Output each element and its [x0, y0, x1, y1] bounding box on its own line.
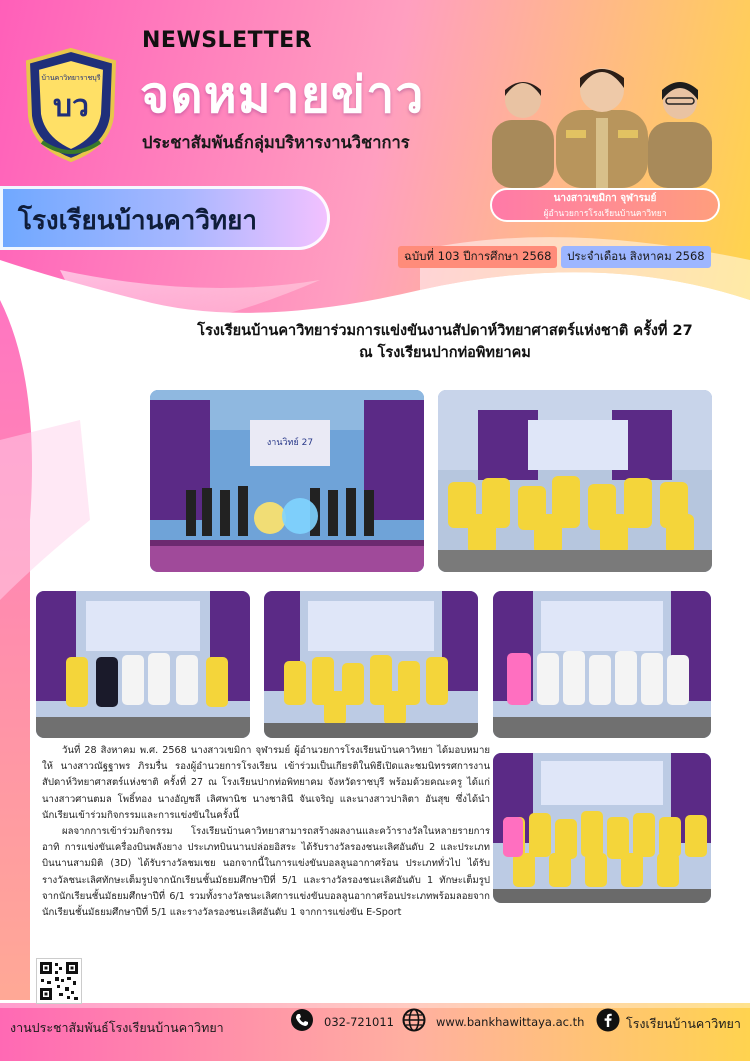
photo-group-yellow-1 — [438, 390, 712, 572]
headline-line-2: ณ โรงเรียนปากท่อพิทยาคม — [359, 345, 531, 361]
headline-line-1: โรงเรียนบ้านคาวิทยาร่วมการแข่งขันงานสัปดาห์วิทยาศาสตร์แห่งชาติ ครั้งที่ 27 — [197, 323, 693, 339]
page-subtitle: ประชาสัมพันธ์กลุ่มบริหารงานวิชาการ — [142, 133, 410, 152]
photo-opening-ceremony — [150, 390, 424, 572]
photo-awards-1 — [36, 591, 250, 738]
article-headline — [150, 320, 740, 364]
qr-code[interactable] — [36, 958, 82, 1004]
logo-initials: บว — [53, 89, 89, 124]
article-body — [42, 743, 490, 921]
photo-awards-2 — [493, 591, 711, 738]
footer-organization: งานประชาสัมพันธ์โรงเรียนบ้านคาวิทยา — [10, 1020, 224, 1035]
footer-website[interactable]: www.bankhawittaya.ac.th — [436, 1015, 585, 1029]
issue-number: ฉบับที่ 103 ปีการศึกษา 2568 — [398, 246, 557, 268]
director-portrait — [488, 60, 720, 188]
photo-group-yellow-2 — [264, 591, 478, 738]
issue-month: ประจำเดือน สิงหาคม 2568 — [561, 246, 711, 268]
logo-text: บ้านคาวิทยาราชบุรี — [41, 74, 101, 82]
director-title: ผู้อำนวยการโรงเรียนบ้านคาวิทยา — [543, 209, 667, 219]
page-title: จดหมายข่าว — [140, 66, 425, 124]
issue-info — [398, 246, 711, 268]
director-name: นางสาวเขมิกา จุฬารมย์ — [553, 193, 657, 204]
school-name: โรงเรียนบ้านคาวิทยา — [18, 206, 257, 236]
footer-facebook[interactable]: โรงเรียนบ้านคาวิทยา — [626, 1016, 741, 1031]
facebook-icon — [596, 1008, 620, 1032]
article-paragraph-1: วันที่ 28 สิงหาคม พ.ศ. 2568 นางสาวเขมิกา จุฬารมย์ ผู้อำนวยการโรงเรียนบ้านคาวิทยา ได้มอบหมายให้ นางสาวณัฐฐาพร ภิรมรื่น รองผู้อำนวยการโรงเรียน เข้าร่วมเป็นเกียรติในพิธีเปิดและชมนิทรรศการงานสัปดาห์วิทยาศาสตร์แห่งชาติ ครั้งที่ 27 ณ โรงเรียนปากท่อพิทยาคม จังหวัดราชบุรี พร้อมด้วยคณะครู ได้แก่ นางสาวศานตมล โพธิ์ทอง นางอัญชลี เลิศพานิช นางชาลินี จันเจริญ และนางสาวปาลิตา อันสุข ซึ่งได้นำนักเรียนเข้าร่วมกิจกรรมและการแข่งขันในครั้งนี้ — [42, 745, 490, 821]
phone-icon — [290, 1008, 314, 1032]
photo-group-yellow-3 — [493, 753, 711, 903]
globe-icon — [402, 1008, 426, 1032]
footer-phone[interactable]: 032-721011 — [324, 1015, 394, 1029]
school-logo — [22, 46, 120, 164]
article-paragraph-2: ผลจากการเข้าร่วมกิจกรรม โรงเรียนบ้านคาวิทยาสามารถสร้างผลงานและคว้ารางวัลในหลายรายการ อาทิ การแข่งขันเครื่องบินพลังยาง ประเภทบินนานปล่อยอิสระ ได้รับรางวัลรองชนะเลิศอันดับ 2 และประเภทบินนานสามมิติ (3D) ได้รับรางวัลชมเชย นอกจากนี้ในการแข่งขันบอลลูนอากาศร้อน ประเภททั่วไป ได้รับรางวัลชนะเลิศทักษะเต็มรูปจากนักเรียนชั้นมัธยมศึกษาปีที่ 5/1 และรางวัลรองชนะเลิศอันดับ 1 ทักษะเต็มรูปจากนักเรียนชั้นมัธยมศึกษาปีที่ 6/1 รวมทั้งรางวัลชนะเลิศการแข่งขันบอลลูนอากาศร้อนประเภทพร้อมลอยจากนักเรียนชั้นมัธยมศึกษาปีที่ 5/1 และรางวัลรองชนะเลิศอันดับ 1 จากการแข่งขัน E-Sport — [42, 826, 490, 919]
newsletter-label: NEWSLETTER — [142, 28, 313, 53]
photo-banner-text: งานวิทย์ 27 — [266, 438, 314, 448]
